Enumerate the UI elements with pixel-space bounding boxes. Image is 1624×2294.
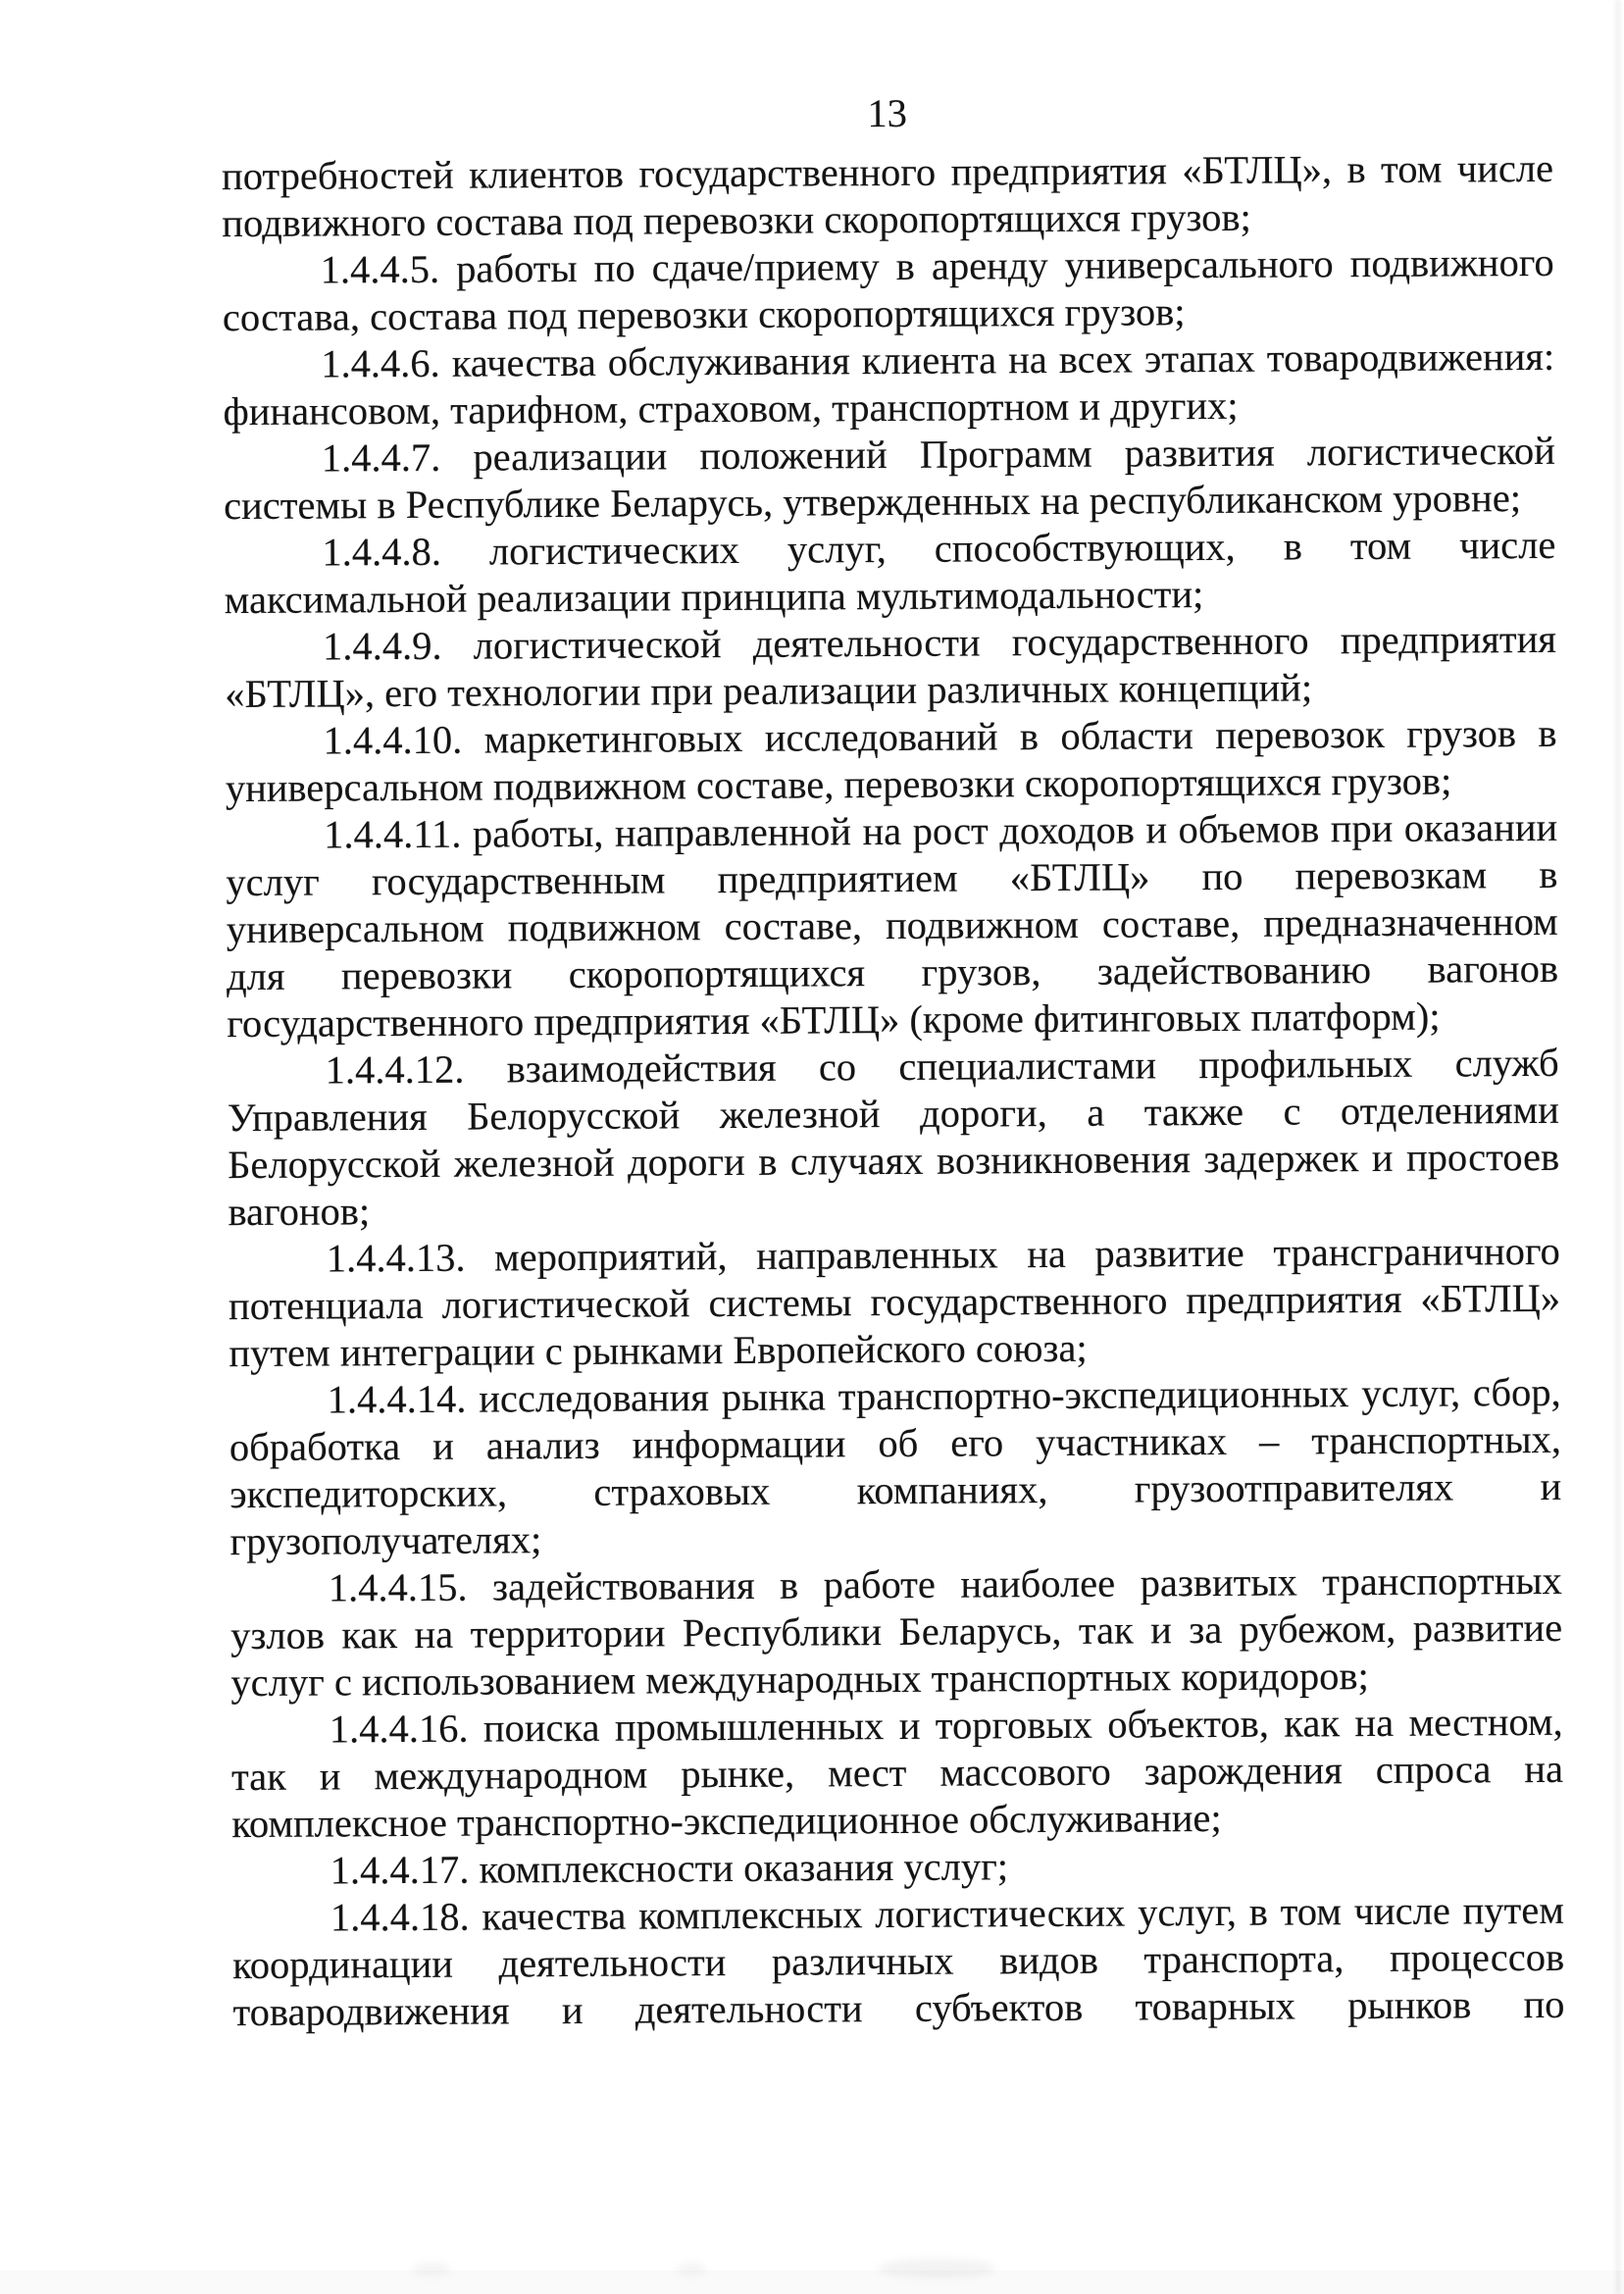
paragraph-1-4-4-12: 1.4.4.12. взаимодействия со специалистами профильных служб Управления Белорусской железной дороги, а также с отделениями Белорусской железной дороги в случаях возникновения задержек и простоев вагонов;: [227, 1040, 1560, 1235]
paragraph-1-4-4-5: 1.4.4.5. работы по сдаче/приему в аренду универсального подвижного состава, состава под перевозки скоропортящихся грузов;: [222, 239, 1554, 340]
document-body: [222, 145, 1565, 2036]
paragraph-1-4-4-17: 1.4.4.17. комплексности оказания услуг;: [330, 1844, 1009, 1893]
paragraph-1-4-4-16: 1.4.4.16. поиска промышленных и торговых объектов, как на местном, так и международном рынке, мест массового зарождения спроса на комплексное транспортно-экспедиционное обслуживание;: [230, 1699, 1564, 1847]
paragraph-1-4-4-6: 1.4.4.6. качества обслуживания клиента на всех этапах товародвижения: финансовом, тарифном, страховом, транспортном и других;: [223, 333, 1555, 434]
paragraph-1-4-4-13: 1.4.4.13. мероприятий, направленных на развитие трансграничного потенциала логистической системы государственного предприятия «БТЛЦ» путем интеграции с рынками Европейского союза;: [228, 1228, 1561, 1376]
paragraph-1-4-4-15: 1.4.4.15. задействования в работе наиболее развитых транспортных узлов как на территории Республики Беларусь, так и за рубежом, развитие услуг с использованием международных транспортных коридоров;: [230, 1557, 1563, 1706]
paragraph-1-4-4-11: 1.4.4.11. работы, направленной на рост доходов и объемов при оказании услуг государственным предприятием «БТЛЦ» по перевозкам в универсальном подвижном составе, подвижном составе, предназначенном для перевозки скоропортящихся грузов, задействованию вагонов государственного предприятия «БТЛЦ» (кроме фитинговых платформ);: [226, 804, 1559, 1046]
scan-smudge: [878, 2259, 995, 2278]
paragraph-1-4-4-10: 1.4.4.10. маркетинговых исследований в области перевозок грузов в универсальном подвижном составе, перевозки скоропортящихся грузов;: [225, 710, 1557, 811]
page-number: 13: [867, 90, 908, 136]
scan-edge-artifact: [1616, 0, 1620, 2294]
paragraph-1-4-4-8: 1.4.4.8. логистических услуг, способствующих, в том числе максимальной реализации принципа мультимодальности;: [224, 522, 1556, 623]
paragraph-1-4-4-7: 1.4.4.7. реализации положений Программ развития логистической системы в Республике Беларусь, утвержденных на республиканском уровне;: [223, 428, 1555, 529]
paragraph-1-4-4-14: 1.4.4.14. исследования рынка транспортно-экспедиционных услуг, сбор, обработка и анализ информации об его участниках – транспортных, экспедиторских, страховых компаниях, грузоотправителях и грузополучателях;: [228, 1369, 1562, 1564]
paragraph-1-4-4-9: 1.4.4.9. логистической деятельности государственного предприятия «БТЛЦ», его технологии при реализации различных концепций;: [225, 616, 1557, 717]
paragraph-1-4-4-18: 1.4.4.18. качества комплексных логистических услуг, в том числе путем координации деятельности различных видов транспорта, процессов товародвижения и деятельности субъектов товарных рынков по: [232, 1887, 1565, 2035]
paragraph-continuation: потребностей клиентов государственного предприятия «БТЛЦ», в том числе подвижного состава под перевозки скоропортящихся грузов;: [221, 145, 1554, 246]
scan-smudge: [677, 2263, 706, 2276]
scan-bottom-band: [0, 2270, 1624, 2294]
scan-smudge: [412, 2263, 451, 2276]
